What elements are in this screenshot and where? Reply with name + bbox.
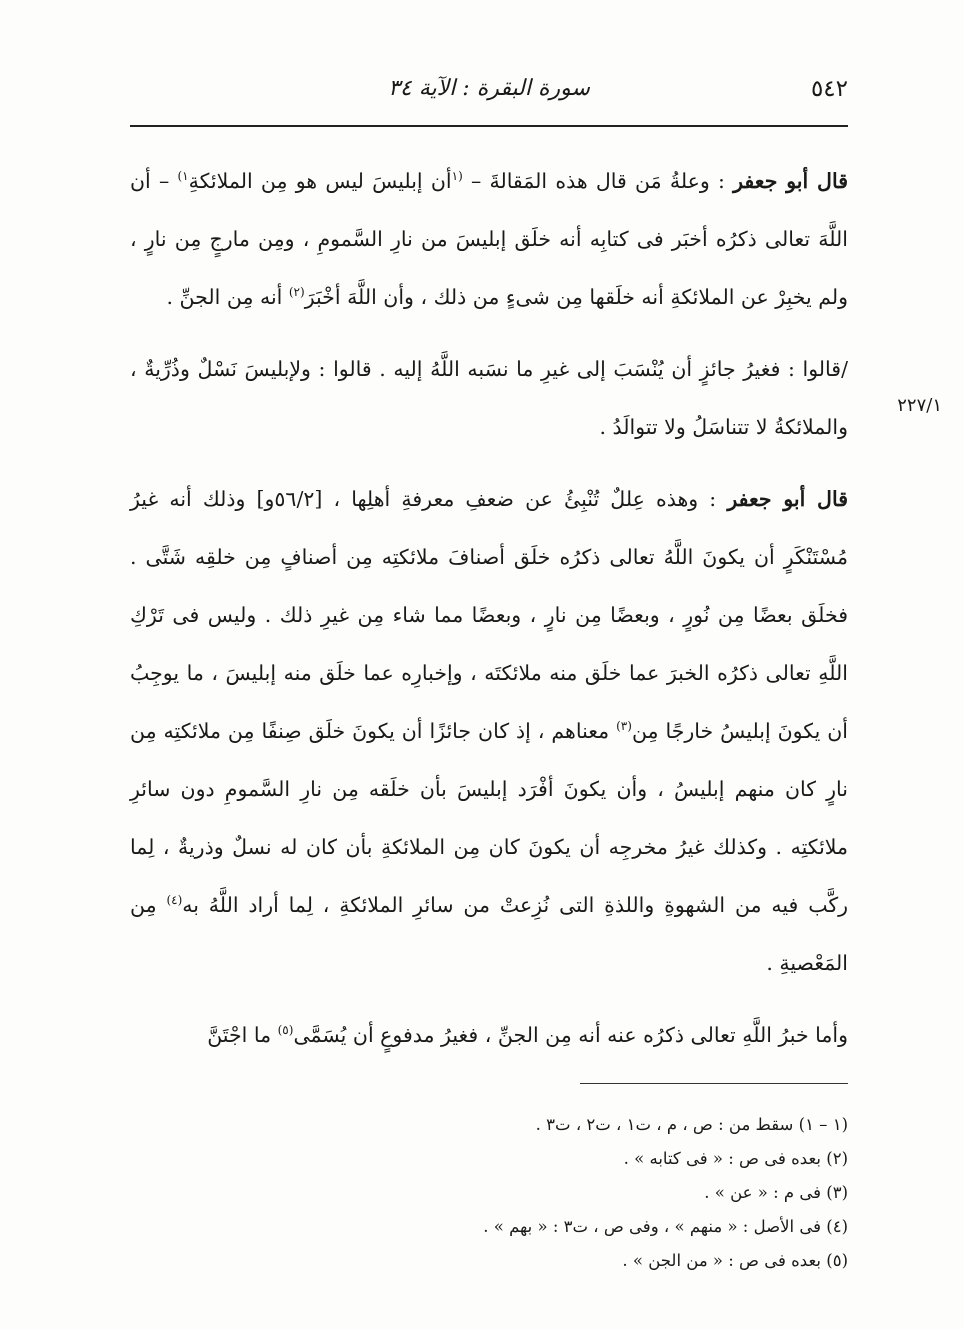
paragraph-2 — [130, 340, 848, 456]
footnote-marker: ١) — [177, 169, 189, 184]
text-run: : وهذه عِللٌ تُنْبِئُ عن ضعفِ معرفةِ أهلِها ، [٥٦/٢و] وذلك أنه غيرُ مُسْتَنْكَرٍ أن يكونَ اللَّهُ تعالى ذكرُه خلَق أصنافَ ملائكتِه مِن أصنافٍ مِن خلقِه شَتَّى . فخلَق بعضًا مِن نُورٍ ، وبعضًا مِن نارٍ ، وبعضًا مما شاء مِن غيرِ ذلك . وليس فى تَرْكِ اللَّهِ تعالى ذكرُه الخبرَ عما خلَق منه ملائكتَه ، وإخبارِه عما خلَق منه إبليسَ ، ما يوجِبُ أن يكونَ إبليسُ خارجًا مِن — [130, 487, 849, 743]
main-text — [130, 152, 848, 1064]
paragraph-1 — [130, 152, 848, 326]
footnote-marker: (٣) — [616, 719, 632, 734]
text-run: مِن المَعْصيةِ . — [130, 893, 848, 975]
footnote-5: (٥) بعده فى ص : « من الجن » . — [622, 1251, 848, 1270]
text-run: أنه مِن الجنِّ . — [166, 285, 289, 309]
text-run: ما اجْتَنَّ — [207, 1023, 278, 1047]
footnotes — [130, 1108, 848, 1278]
page-number: ٥٤٢ — [810, 76, 848, 102]
text-run: – أن اللَّهَ تعالى ذكرُه أخبَر فى كتابِه أنه خلَق إبليسَ من نارِ السَّمومِ ، ومِن مارجٍ مِن نارٍ ، ولم يخبِرْ عن الملائكةِ أنه خلَقها مِن شىءٍ من ذلك ، وأن اللَّهَ أخْبَرَ — [130, 169, 848, 309]
paragraph-4 — [130, 1006, 848, 1064]
text-run: وأما خبرُ اللَّهِ تعالى ذكرُه عنه أنه مِن الجنِّ ، فغيرُ مدفوعٍ أن يُسَمَّى — [293, 1023, 848, 1047]
footnote-marker: (٥) — [277, 1023, 294, 1038]
footnote-marker: (٤) — [166, 893, 183, 908]
footnote-4: (٤) فى الأصل : « منهم » ، وفى ص ، ت٣ : « بهم » . — [483, 1217, 848, 1236]
text-run: أن إبليسَ ليس هو مِن الملائكةِ — [188, 169, 452, 193]
header-title: سورة البقرة : الآية ٣٤ — [388, 76, 590, 101]
footnote-separator — [580, 1083, 848, 1084]
text-run: معناهم ، إذ كان جائزًا أن يكونَ خلَق صِنفًا مِن ملائكتِه مِن نارٍ كان منهم إبليسُ ، وأن يكونَ أفْرَد إبليسَ بأن خلَقه مِن نارِ السَّمومِ دون سائرِ ملائكتِه . وكذلك غيرُ مخرجِه أن يكونَ كان مِن الملائكةِ بأن كان له نسلٌ وذريةٌ ، لِما ركَّب فيه من الشهوةِ واللذةِ التى نُزِعتْ من سائرِ الملائكةِ ، لِما أراد اللَّهُ به — [130, 719, 848, 917]
footnote-3: (٣) فى م : « عن » . — [704, 1183, 848, 1202]
footnote-marker: (٢) — [288, 285, 305, 300]
running-header — [130, 72, 848, 112]
margin-reference: ٢٢٧/١ — [897, 395, 942, 416]
text-run: /قالوا : فغيرُ جائزٍ أن يُنْسَبَ إلى غيرِ ما نسَبه اللَّهُ إليه . قالوا : ولإبليسَ نَسْلٌ وذُرِّيةٌ ، والملائكةُ لا تتناسَلُ ولا تتوالَدُ . — [130, 357, 848, 439]
text-run: : وعلةُ مَن قال هذه المَقالةَ – — [462, 169, 734, 193]
speaker-label: قال أبو جعفر — [733, 169, 848, 193]
footnote-marker: (١ — [451, 169, 463, 184]
header-rule — [130, 125, 848, 127]
footnote-1: (١ – ١) سقط من : ص ، م ، ت١ ، ت٢ ، ت٣ . — [535, 1115, 848, 1134]
paragraph-3 — [130, 470, 848, 992]
footnote-2: (٢) بعده فى ص : « فى كتابه » . — [623, 1149, 848, 1168]
speaker-label: قال أبو جعفر — [727, 487, 849, 511]
